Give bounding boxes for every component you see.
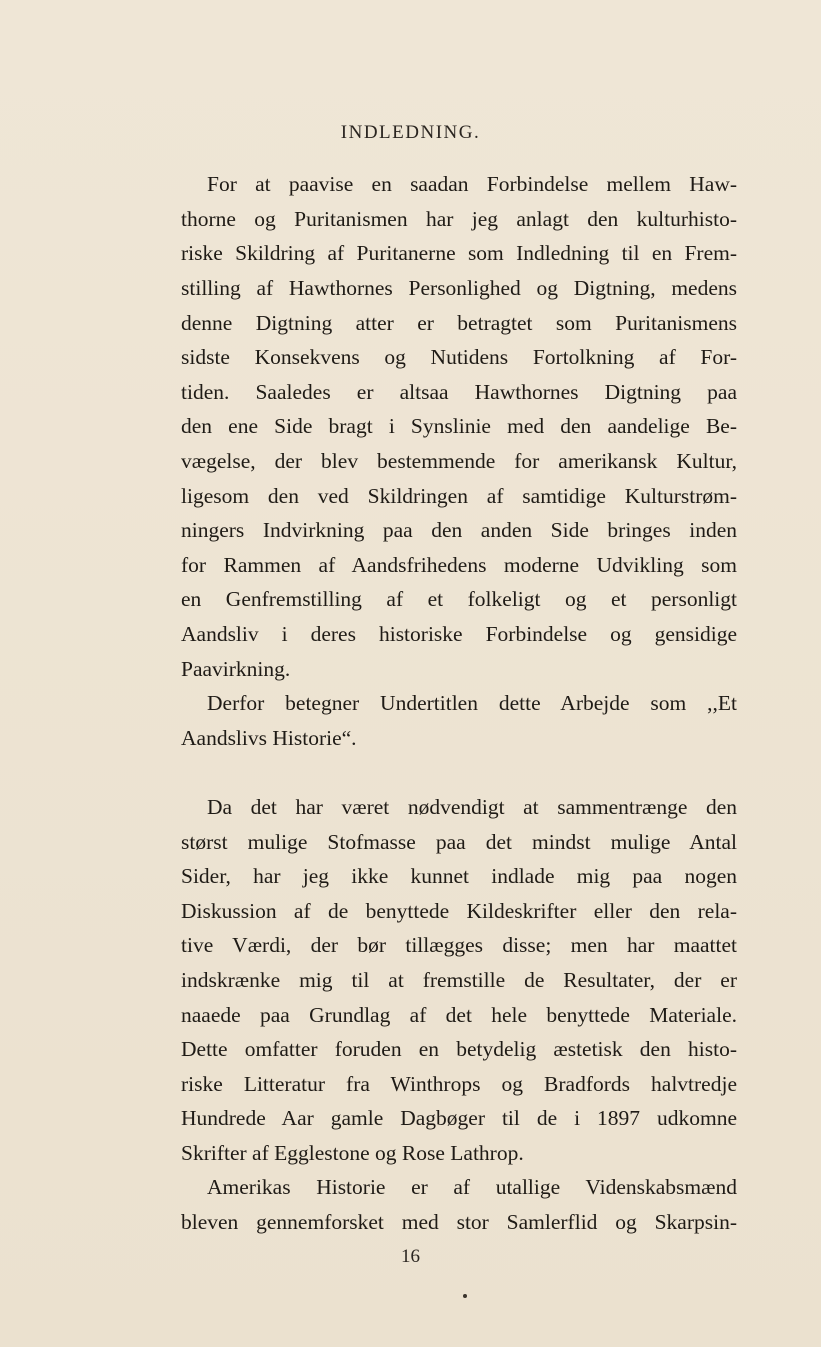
text-line: tive Værdi, der bør tillægges disse; men har maattet (181, 933, 737, 957)
text-line: Aandsliv i deres historiske Forbindelse og gensidige (181, 622, 737, 646)
text-line: stilling af Hawthornes Personlighed og Digtning, medens (181, 276, 737, 300)
page-number: 16 (401, 1246, 420, 1267)
text-line: Aandslivs Historie“. (181, 726, 357, 750)
text-line: Diskussion af de benyttede Kildeskrifter eller den rela- (181, 899, 737, 923)
text-line: vægelse, der blev bestemmende for amerikansk Kultur, (181, 449, 737, 473)
text-line: tiden. Saaledes er altsaa Hawthornes Digtning paa (181, 380, 737, 404)
text-line: Dette omfatter foruden en betydelig æstetisk den histo- (181, 1037, 737, 1061)
text-line: denne Digtning atter er betragtet som Puritanismens (181, 311, 737, 335)
text-line: Skrifter af Egglestone og Rose Lathrop. (181, 1141, 524, 1165)
text-line: Da det har været nødvendigt at sammentrænge den (207, 795, 737, 819)
text-line: en Genfremstilling af et folkeligt og et personligt (181, 587, 737, 611)
text-line: Paavirkning. (181, 657, 291, 681)
ink-speck (463, 1294, 467, 1298)
text-line: Sider, har jeg ikke kunnet indlade mig paa nogen (181, 864, 737, 888)
text-line: den ene Side bragt i Synslinie med den aandelige Be- (181, 414, 737, 438)
text-line: sidste Konsekvens og Nutidens Fortolkning af For- (181, 345, 737, 369)
text-line: Amerikas Historie er af utallige Videnskabsmænd (207, 1175, 737, 1199)
text-line: Derfor betegner Undertitlen dette Arbejde som ,,Et (207, 691, 737, 715)
text-line: ningers Indvirkning paa den anden Side bringes inden (181, 518, 737, 542)
text-line: riske Litteratur fra Winthrops og Bradfords halvtredje (181, 1072, 737, 1096)
text-line: riske Skildring af Puritanerne som Indledning til en Frem- (181, 241, 737, 265)
running-header: INDLEDNING. (340, 122, 481, 143)
text-line: indskrænke mig til at fremstille de Resultater, der er (181, 968, 737, 992)
text-line: thorne og Puritanismen har jeg anlagt den kulturhisto- (181, 207, 737, 231)
text-line: ligesom den ved Skildringen af samtidige Kulturstrøm- (181, 484, 737, 508)
text-line: For at paavise en saadan Forbindelse mellem Haw- (207, 172, 737, 196)
text-line: Hundrede Aar gamle Dagbøger til de i 1897 udkomne (181, 1106, 737, 1130)
text-line: størst mulige Stofmasse paa det mindst mulige Antal (181, 830, 737, 854)
text-line: bleven gennemforsket med stor Samlerflid og Skarpsin- (181, 1210, 737, 1234)
text-line: for Rammen af Aandsfrihedens moderne Udvikling som (181, 553, 737, 577)
text-line: naaede paa Grundlag af det hele benyttede Materiale. (181, 1003, 737, 1027)
